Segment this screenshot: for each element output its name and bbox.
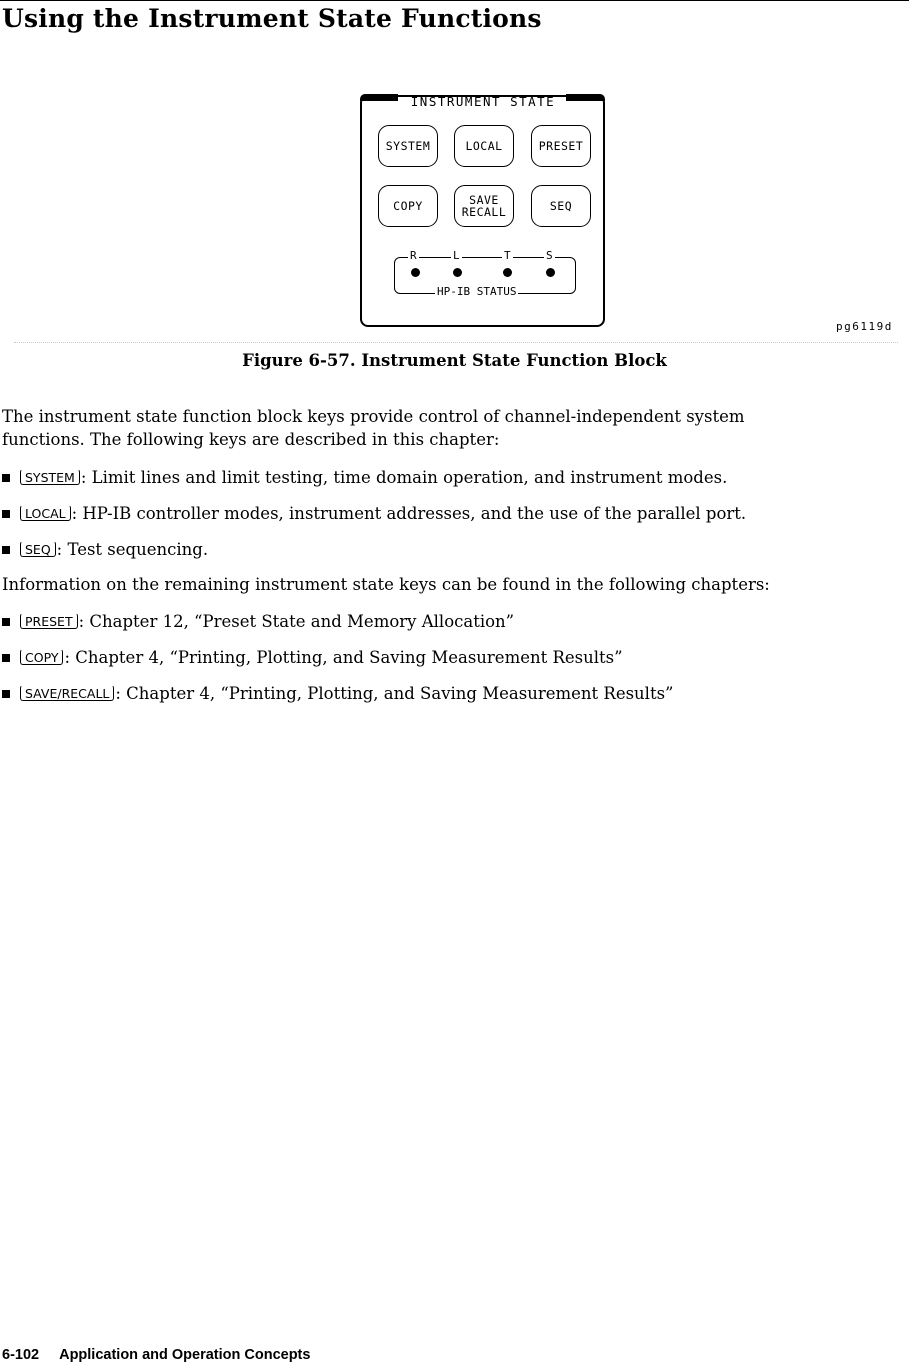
section-title: Application and Operation Concepts bbox=[59, 1347, 311, 1363]
key-cap: SYSTEM bbox=[20, 469, 80, 485]
preset-key-label: PRESET bbox=[538, 139, 584, 153]
status-led-r bbox=[411, 268, 420, 277]
list-item bbox=[2, 684, 673, 703]
panel-title: INSTRUMENT STATE bbox=[410, 94, 556, 109]
page-footer bbox=[2, 1347, 310, 1363]
status-letter-r: R bbox=[410, 249, 417, 262]
status-letter-t: T bbox=[504, 249, 511, 262]
hpib-status-label: HP-IB STATUS bbox=[437, 285, 517, 298]
list-item bbox=[2, 612, 514, 631]
bullet-square-icon bbox=[2, 690, 10, 698]
status-led-s bbox=[546, 268, 555, 277]
local-key-label: LOCAL bbox=[465, 139, 503, 153]
figure-rule bbox=[14, 342, 898, 343]
list-item-text: : HP-IB controller modes, instrument addresses, and the use of the parallel port. bbox=[71, 504, 747, 523]
key-cap: SEQ bbox=[20, 541, 56, 557]
bullet-square-icon bbox=[2, 546, 10, 554]
bullet-square-icon bbox=[2, 618, 10, 626]
key-cap: PRESET bbox=[20, 613, 78, 629]
list-item bbox=[2, 648, 623, 667]
panel-cap-right bbox=[566, 94, 605, 101]
panel-cap-left bbox=[360, 94, 398, 101]
status-led-t bbox=[503, 268, 512, 277]
status-letter-s: S bbox=[546, 249, 553, 262]
system-key bbox=[378, 125, 438, 167]
preset-key bbox=[531, 125, 591, 167]
key-cap: LOCAL bbox=[20, 505, 71, 521]
bullet-square-icon bbox=[2, 474, 10, 482]
list-item bbox=[2, 504, 746, 523]
seq-key bbox=[531, 185, 591, 227]
local-key bbox=[454, 125, 514, 167]
save-key-label: SAVE bbox=[469, 193, 499, 207]
top-rule bbox=[0, 0, 909, 1]
status-led-l bbox=[453, 268, 462, 277]
bullet-square-icon bbox=[2, 654, 10, 662]
list-item bbox=[2, 468, 727, 487]
page-number: 6-102 bbox=[2, 1347, 40, 1363]
remaining-intro: Information on the remaining instrument state keys can be found in the following chapters: bbox=[2, 575, 770, 594]
figure-id: pg6119d bbox=[836, 320, 893, 333]
system-key-label: SYSTEM bbox=[385, 139, 431, 153]
instrument-state-figure bbox=[0, 80, 909, 350]
bullet-square-icon bbox=[2, 510, 10, 518]
key-cap: COPY bbox=[20, 649, 63, 665]
figure-caption: Figure 6-57. Instrument State Function Block bbox=[242, 351, 667, 370]
list-item-text: : Chapter 4, “Printing, Plotting, and Saving Measurement Results” bbox=[64, 648, 623, 667]
list-item bbox=[2, 540, 208, 559]
key-cap: SAVE/RECALL bbox=[20, 685, 114, 701]
status-letter-l: L bbox=[453, 249, 460, 262]
list-item-text: : Chapter 4, “Printing, Plotting, and Saving Measurement Results” bbox=[115, 684, 674, 703]
list-item-text: : Chapter 12, “Preset State and Memory Allocation” bbox=[78, 612, 515, 631]
list-item-text: : Test sequencing. bbox=[56, 540, 209, 559]
intro-line-2: functions. The following keys are described in this chapter: bbox=[2, 430, 500, 449]
copy-key bbox=[378, 185, 438, 227]
seq-key-label: SEQ bbox=[549, 199, 573, 213]
save-recall-key bbox=[454, 185, 514, 227]
recall-key-label: RECALL bbox=[461, 205, 507, 219]
page-title: Using the Instrument State Functions bbox=[2, 4, 542, 33]
list-item-text: : Limit lines and limit testing, time domain operation, and instrument modes. bbox=[80, 468, 728, 487]
copy-key-label: COPY bbox=[393, 199, 423, 213]
intro-line-1: The instrument state function block keys provide control of channel-independent system bbox=[2, 407, 745, 426]
